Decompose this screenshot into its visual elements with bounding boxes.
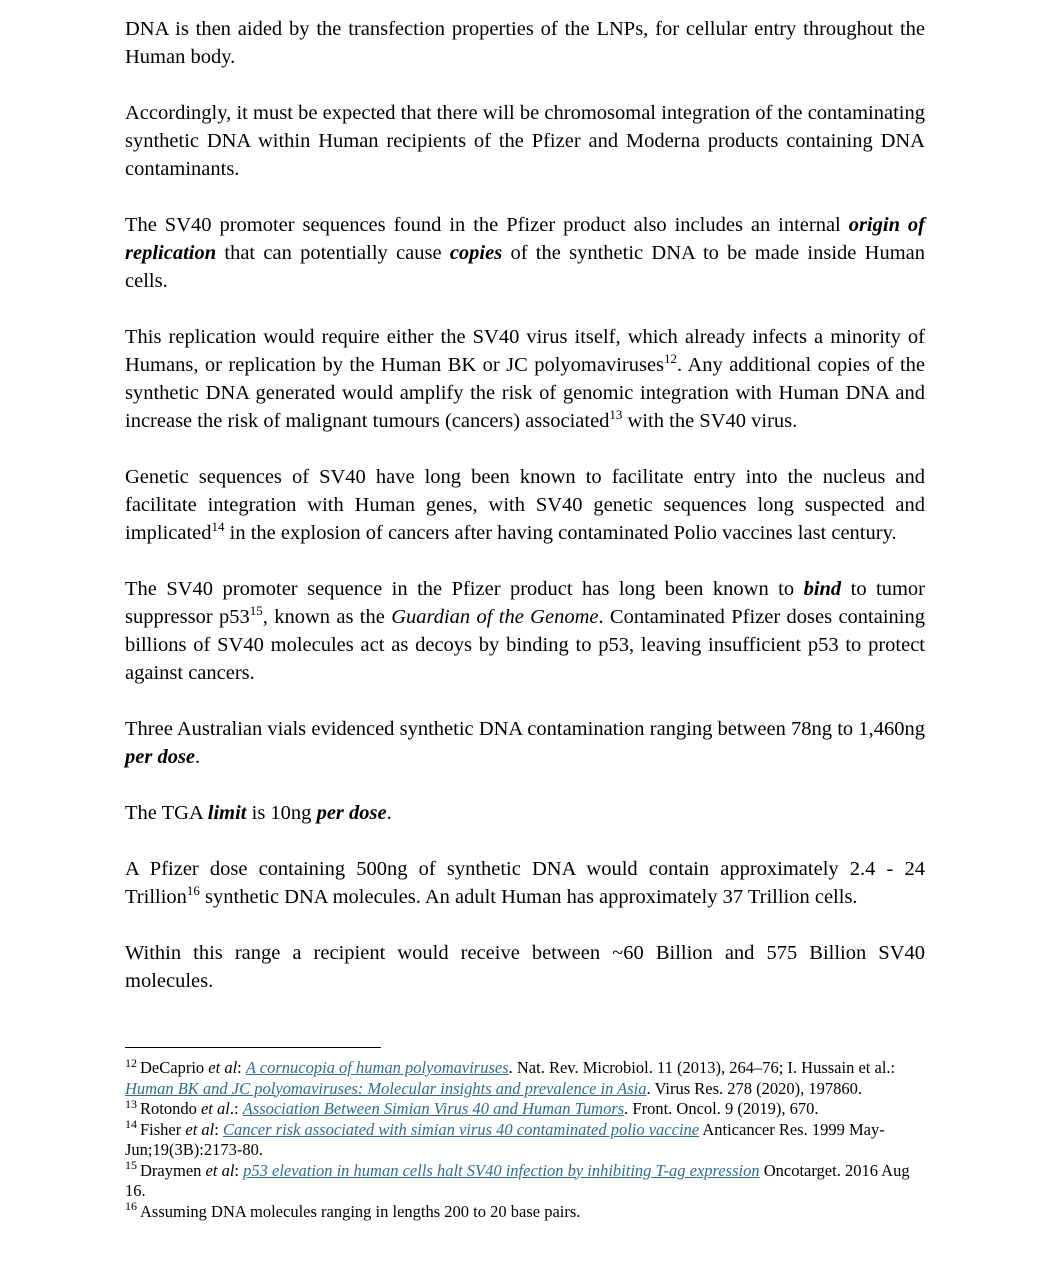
- emphasis-text: origin of replication: [125, 214, 925, 264]
- text-run: DeCaprio: [140, 1058, 209, 1077]
- text-run: that can potentially cause: [216, 242, 450, 264]
- text-run: :: [214, 1119, 223, 1139]
- citation-link[interactable]: Cancer risk associated with simian virus 40 contaminated polio vaccine: [222, 1119, 700, 1139]
- text-run: Genetic sequences of SV40 have long been known to facilitate entry into the nucleus and facilitate integration with Human genes, with SV40 genetic sequences long suspected and implicated: [125, 466, 925, 544]
- text-run: of the synthetic DNA to be made inside Human cells.: [125, 242, 926, 292]
- citation-link[interactable]: p53 elevation in human cells halt SV40 infection by inhibiting T-ag expression: [243, 1160, 760, 1180]
- text-run: Three Australian vials evidenced synthetic DNA contamination ranging between 78ng to 1,460ng: [125, 718, 925, 740]
- paragraph-p7: [125, 715, 925, 771]
- emphasis-text: limit: [207, 802, 247, 824]
- text-run: Draymen: [140, 1160, 206, 1180]
- text-run: Rotondo: [140, 1099, 201, 1118]
- footnote-14: [125, 1117, 915, 1161]
- italic-text: et al: [185, 1119, 215, 1139]
- text-run: .:: [229, 1099, 243, 1118]
- text-run: Fisher: [140, 1119, 186, 1139]
- emphasis-text: per dose: [316, 802, 387, 824]
- footnote-16: [125, 1199, 915, 1223]
- text-run: DNA is then aided by the transfection properties of the LNPs, for cellular entry throughout the Human body.: [125, 18, 925, 68]
- text-run: The SV40 promoter sequence in the Pfizer product has long been known to: [125, 578, 804, 600]
- text-run: . Contaminated Pfizer doses containing billions of SV40 molecules act as decoys by binding to p53, leaving insufficient p53 to protect against cancers.: [125, 606, 925, 684]
- document-body: [125, 15, 925, 1023]
- italic-text: et al: [200, 1099, 230, 1118]
- paragraph-p4: [125, 323, 925, 435]
- text-run: to tumor suppressor p53: [125, 578, 925, 628]
- text-run: is 10ng: [246, 802, 317, 824]
- footnote-13: [125, 1096, 915, 1120]
- text-run: Assuming DNA molecules ranging in lengths 200 to 20 base pairs.: [140, 1201, 581, 1221]
- footnote-separator: [125, 1047, 381, 1048]
- citation-link[interactable]: Association Between Simian Virus 40 and Human Tumors: [242, 1099, 625, 1118]
- text-run: Accordingly, it must be expected that there will be chromosomal integration of the contaminating synthetic DNA within Human recipients of the Pfizer and Moderna products containing DNA contaminants.: [125, 102, 925, 180]
- text-run: :: [234, 1160, 244, 1180]
- footnote-12: [125, 1055, 915, 1099]
- footnote-reference: 14: [211, 519, 225, 535]
- text-run: This replication would require either the SV40 virus itself, which already infects a minority of Humans, or replication by the Human BK or JC polyomaviruses: [125, 326, 925, 376]
- citation-link[interactable]: Human BK and JC polyomaviruses: Molecular insights and prevalence in Asia: [125, 1078, 647, 1098]
- text-run: Oncotarget. 2016 Aug 16.: [125, 1160, 910, 1200]
- text-run: .: [386, 802, 392, 824]
- citation-link[interactable]: A cornucopia of human polyomaviruses: [245, 1058, 509, 1077]
- footnote-reference: 13: [609, 407, 623, 423]
- text-run: . Any additional copies of the synthetic DNA generated would amplify the risk of genomic integration with Human DNA and increase the risk of malignant tumours (cancers) associated: [125, 354, 925, 432]
- text-run: :: [237, 1058, 246, 1077]
- text-run: . Virus Res. 278 (2020), 197860.: [646, 1078, 863, 1098]
- paragraph-p3: [125, 211, 925, 295]
- text-run: A Pfizer dose containing 500ng of synthetic DNA would contain approximately 2.4 - 24 Trillion: [125, 858, 925, 908]
- italic-text: et al: [205, 1160, 235, 1180]
- footnote-reference: 15: [249, 603, 263, 619]
- footnote-15: [125, 1158, 915, 1202]
- footnote-number: 16: [125, 1199, 137, 1213]
- footnotes-section: [125, 1055, 915, 1222]
- emphasis-text: per dose: [125, 746, 196, 768]
- paragraph-p8: [125, 799, 925, 827]
- italic-text: et al: [208, 1058, 238, 1077]
- emphasis-text: copies: [449, 242, 503, 264]
- paragraph-p9: [125, 855, 925, 911]
- paragraph-p2: [125, 99, 925, 183]
- text-run: , known as the: [262, 606, 392, 628]
- italic-text: Guardian of the Genome: [391, 606, 599, 628]
- text-run: with the SV40 virus.: [622, 410, 798, 432]
- text-run: . Front. Oncol. 9 (2019), 670.: [624, 1099, 819, 1118]
- paragraph-p10: [125, 939, 925, 995]
- text-run: Anticancer Res. 1999 May-Jun;19(3B):2173-80.: [125, 1119, 885, 1159]
- footnote-reference: 16: [186, 883, 200, 899]
- text-run: Within this range a recipient would receive between ~60 Billion and 575 Billion SV40 molecules.: [125, 942, 925, 992]
- footnote-number: 15: [125, 1158, 137, 1172]
- footnote-number: 14: [125, 1117, 137, 1131]
- paragraph-p5: [125, 463, 925, 547]
- text-run: synthetic DNA molecules. An adult Human has approximately 37 Trillion cells.: [199, 886, 858, 908]
- paragraph-p6: [125, 575, 925, 687]
- text-run: The SV40 promoter sequences found in the Pfizer product also includes an internal: [125, 214, 849, 236]
- footnote-number: 13: [125, 1096, 137, 1111]
- text-run: The TGA: [125, 802, 208, 824]
- footnote-number: 12: [125, 1055, 137, 1070]
- paragraph-p1: [125, 15, 925, 71]
- text-run: .: [195, 746, 201, 768]
- text-run: in the explosion of cancers after having contaminated Polio vaccines last century.: [224, 522, 897, 544]
- text-run: . Nat. Rev. Microbiol. 11 (2013), 264–76; I. Hussain et al.:: [508, 1058, 896, 1077]
- emphasis-text: bind: [803, 578, 842, 600]
- footnote-reference: 12: [664, 351, 678, 367]
